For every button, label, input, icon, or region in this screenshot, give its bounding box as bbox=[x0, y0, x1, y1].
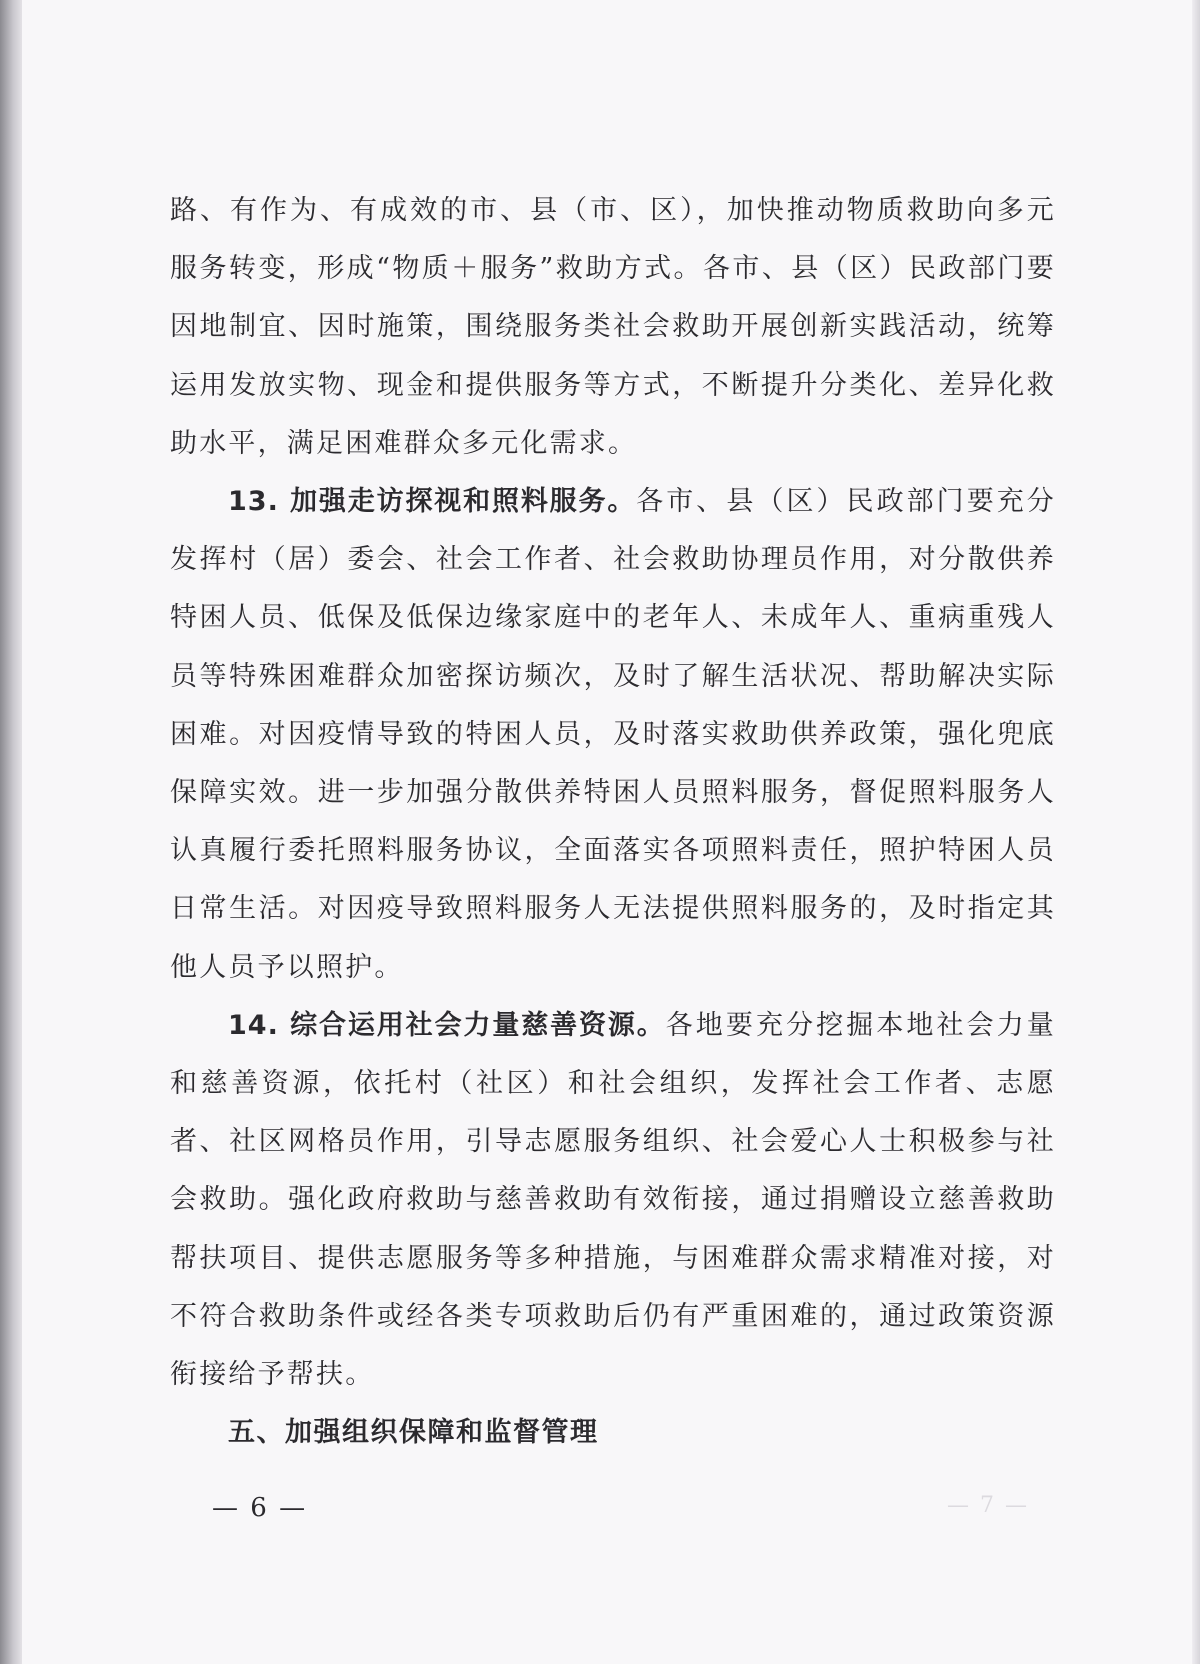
scan-edge-right bbox=[1192, 0, 1200, 1664]
paragraph-12-text: 路、有作为、有成效的市、县（市、区），加快推动物质救助向多元服务转变，形成“物质＋服务”救助方式。各市、县（区）民政部门要因地制宜、因时施策，围绕服务类社会救助开展创新实践活动，统筹运用发放实物、现金和提供服务等方式，不断提升分类化、差异化救助水平，满足困难群众多元化需求。 bbox=[170, 195, 1056, 459]
scan-edge-left bbox=[0, 0, 22, 1664]
page-number: — 6 — bbox=[212, 1493, 308, 1523]
paragraph-13-lead: 13. 加强走访探视和照料服务。 bbox=[228, 486, 637, 518]
document-page bbox=[22, 0, 1192, 1664]
paragraph-13 bbox=[170, 473, 1056, 997]
bleed-through-page-number: — 7 — bbox=[947, 1493, 1029, 1518]
section-heading: 五、加强组织保障和监督管理 bbox=[228, 1417, 599, 1449]
paragraph-14-text: 各地要充分挖掘本地社会力量和慈善资源，依托村（社区）和社会组织，发挥社会工作者、志愿者、社区网格员作用，引导志愿服务组织、社会爱心人士积极参与社会救助。强化政府救助与慈善救助有效衔接，通过捐赠设立慈善救助帮扶项目、提供志愿服务等多种措施，与困难群众需求精准对接，对不符合救助条件或经各类专项救助后仍有严重困难的，通过政策资源衔接给予帮扶。 bbox=[170, 1009, 1056, 1391]
paragraph-14-lead: 14. 综合运用社会力量慈善资源。 bbox=[228, 1009, 666, 1041]
paragraph-12-continued bbox=[170, 182, 1056, 473]
body-text bbox=[170, 182, 1056, 1462]
paragraph-14 bbox=[170, 997, 1056, 1404]
paragraph-13-text: 各市、县（区）民政部门要充分发挥村（居）委会、社会工作者、社会救助协理员作用，对分散供养特困人员、低保及低保边缘家庭中的老年人、未成年人、重病重残人员等特殊困难群众加密探访频次，及时了解生活状况、帮助解决实际困难。对因疫情导致的特困人员，及时落实救助供养政策，强化兜底保障实效。进一步加强分散供养特困人员照料服务，督促照料服务人认真履行委托照料服务协议，全面落实各项照料责任，照护特困人员日常生活。对因疫导致照料服务人无法提供照料服务的，及时指定其他人员予以照护。 bbox=[170, 486, 1056, 983]
